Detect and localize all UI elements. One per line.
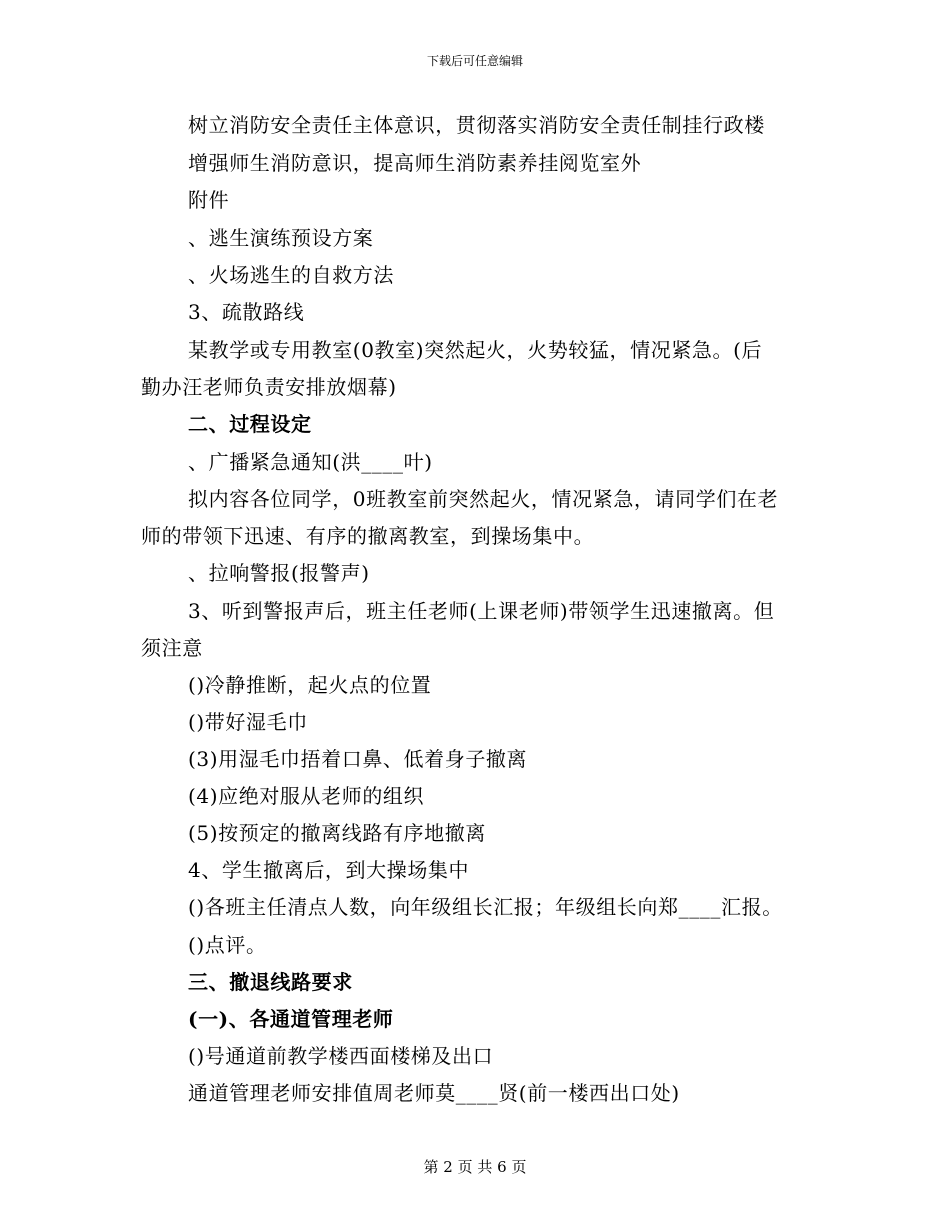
text-line: 增强师生消防意识，提高师生消防素养挂阅览室外 [188, 151, 642, 175]
text-line: 、逃生演练预设方案 [188, 226, 374, 250]
page-header: 下载后可任意编辑 [426, 54, 523, 68]
section-heading: 二、过程设定 [188, 412, 312, 436]
text-line: 附件 [188, 188, 230, 212]
text-line: 4、学生撤离后，到大操场集中 [188, 858, 470, 882]
text-line: 3、疏散路线 [188, 300, 305, 324]
text-line: 、火场逃生的自救方法 [188, 263, 394, 287]
text-line: 某教学或专用教室(0教室)突然起火，火势较猛，情况紧急。(后 [188, 338, 763, 362]
section-heading: 三、撤退线路要求 [188, 970, 353, 994]
text-line: ()号通道前教学楼西面楼梯及出口 [188, 1044, 494, 1068]
text-line: (3)用湿毛巾捂着口鼻、低着身子撤离 [188, 747, 528, 771]
text-line: 须注意 [141, 636, 203, 660]
text-line: 3、听到警报声后，班主任老师(上课老师)带领学生迅速撤离。但 [188, 599, 775, 623]
text-line: ()带好湿毛巾 [188, 710, 308, 734]
text-line: 、广播紧急通知(洪____叶) [188, 450, 433, 474]
text-line: 树立消防安全责任主体意识，贯彻落实消防安全责任制挂行政楼 [188, 113, 765, 137]
page-footer: 第 2 页 共 6 页 [423, 1158, 527, 1176]
subsection-heading: (一)、各通道管理老师 [188, 1007, 394, 1031]
text-line: 通道管理老师安排值周老师莫____贤(前一楼西出口处) [188, 1081, 680, 1105]
text-line: (4)应绝对服从老师的组织 [188, 784, 425, 808]
text-line: ()各班主任清点人数，向年级组长汇报；年级组长向郑____汇报。 [188, 895, 783, 919]
text-line: 师的带领下迅速、有序的撤离教室，到操场集中。 [141, 524, 595, 548]
text-line: ()冷静推断，起火点的位置 [188, 673, 432, 697]
text-line: 拟内容各位同学，0班教室前突然起火，情况紧急，请同学们在老 [188, 487, 779, 511]
text-line: ()点评。 [188, 933, 267, 957]
text-line: (5)按预定的撤离线路有序地撤离 [188, 821, 486, 845]
text-line: 勤办汪老师负责安排放烟幕) [141, 375, 397, 399]
text-line: 、拉响警报(报警声) [188, 561, 370, 585]
